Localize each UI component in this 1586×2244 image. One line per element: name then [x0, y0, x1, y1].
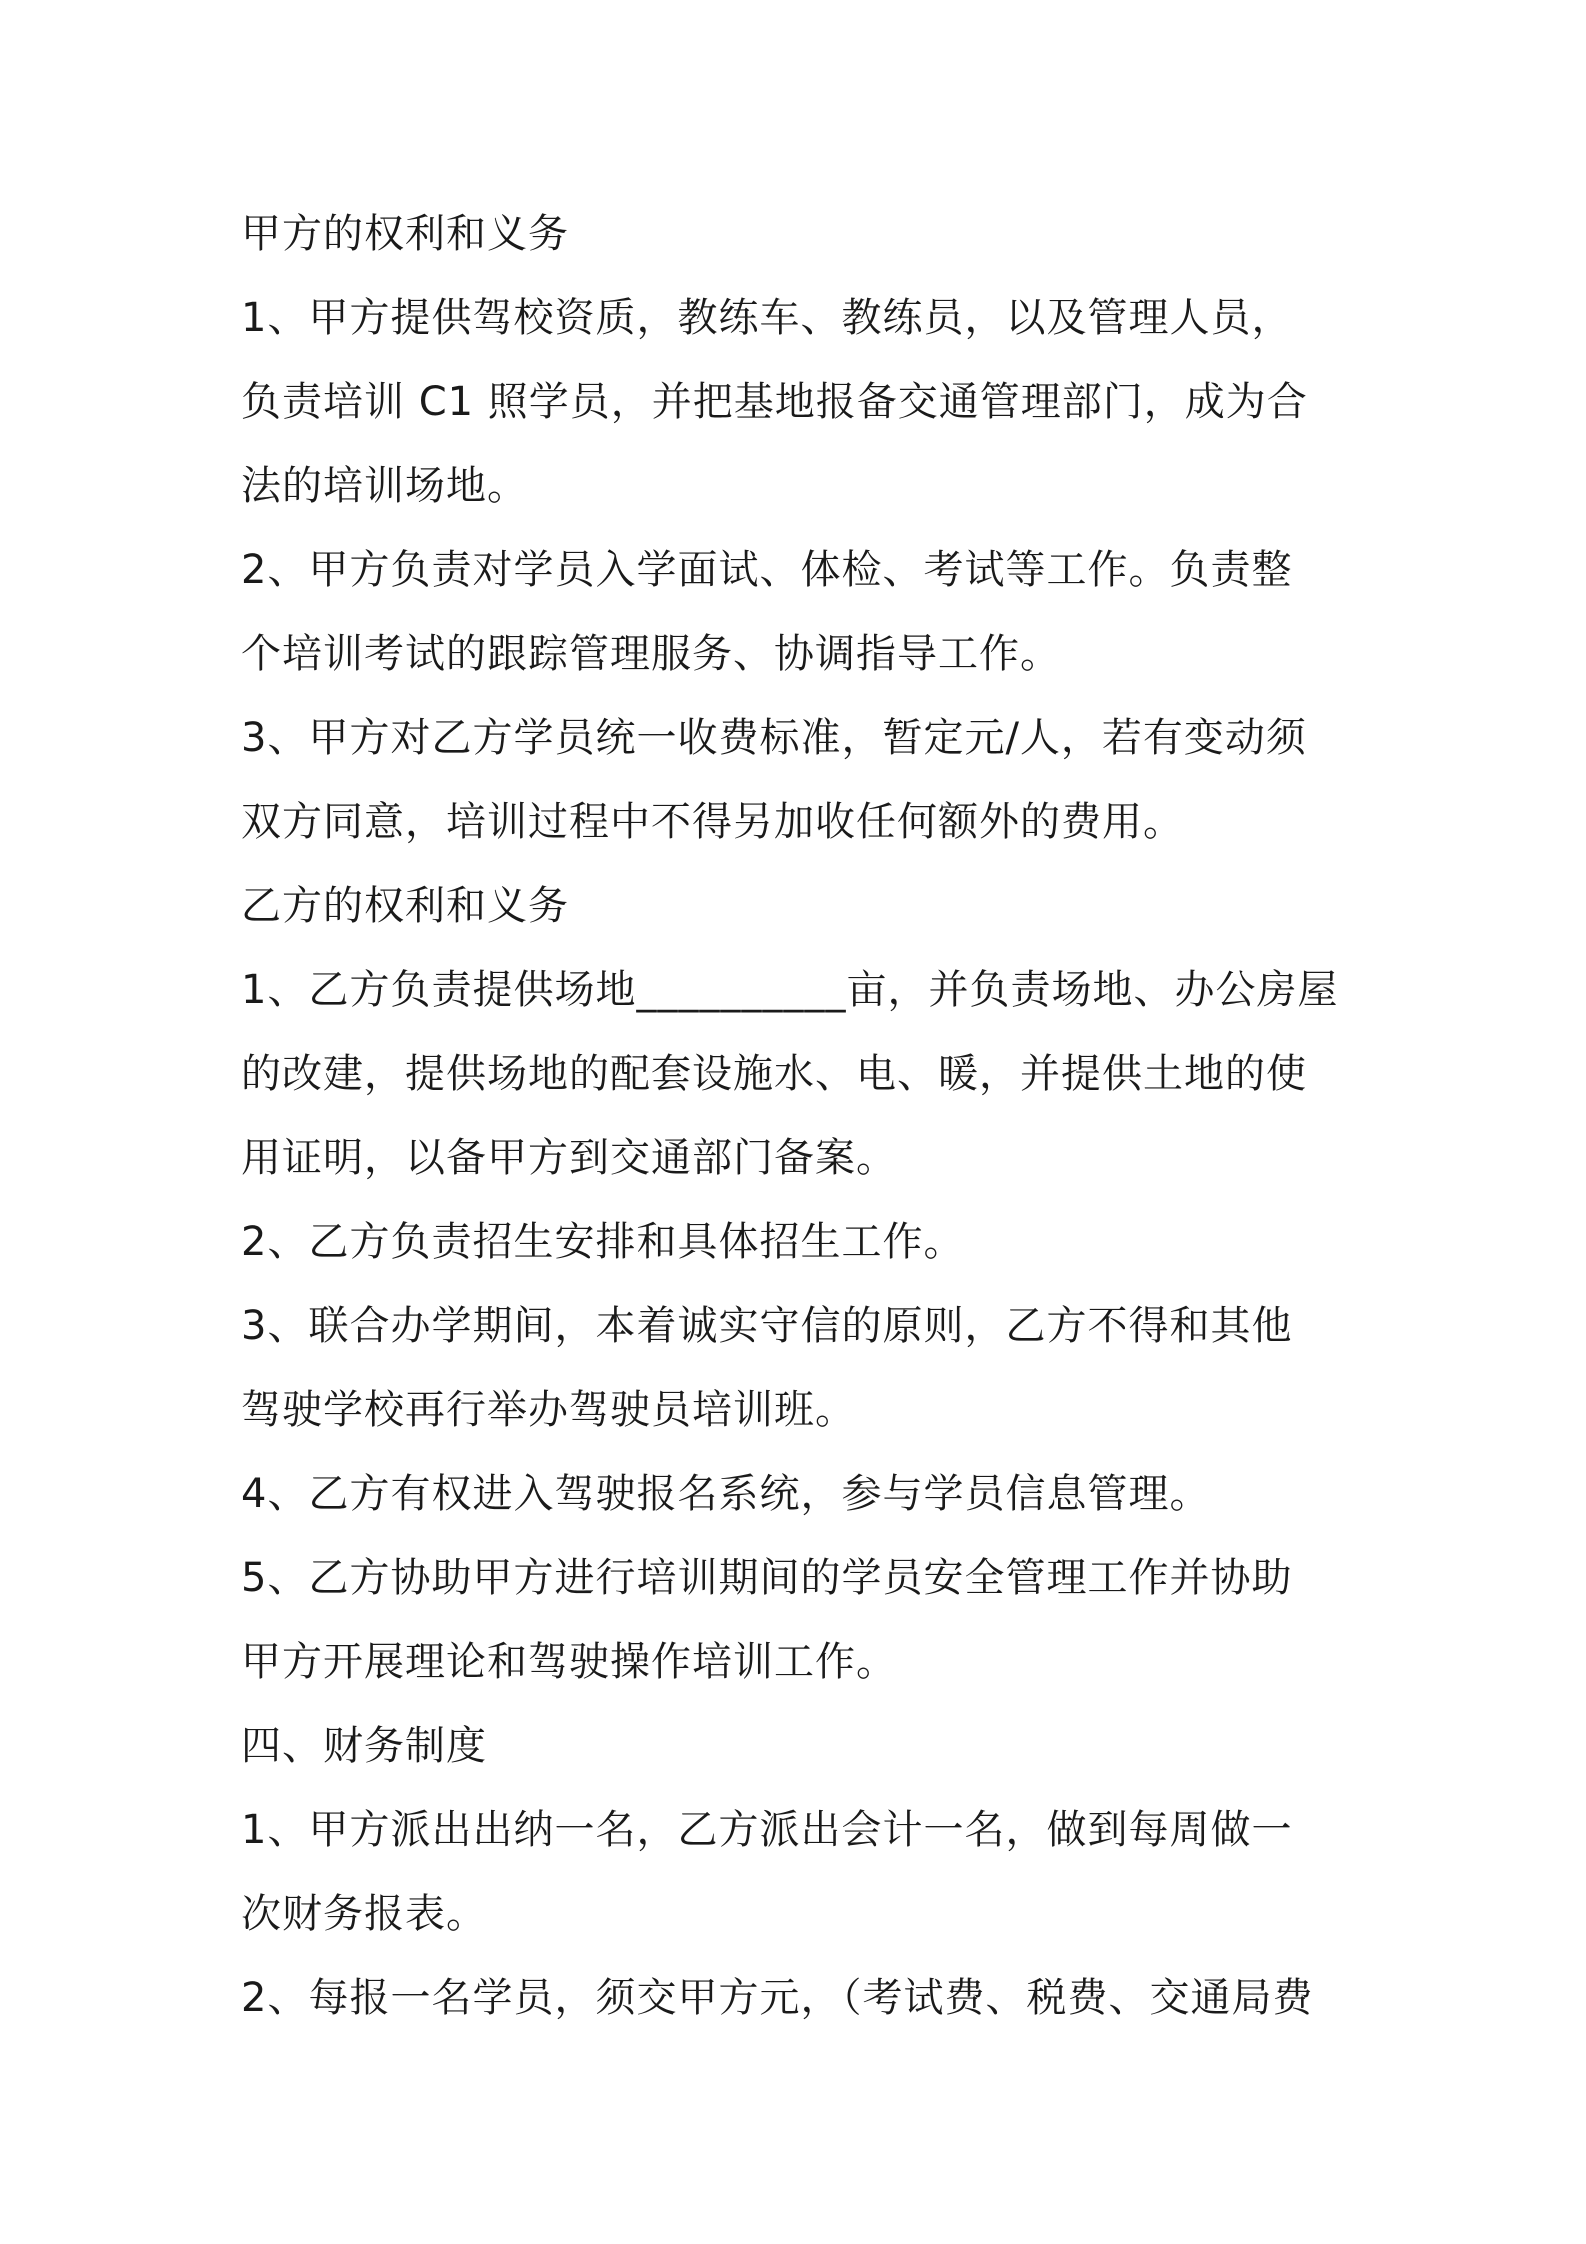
paragraph-line: 5、乙方协助甲方进行培训期间的学员安全管理工作并协助 [241, 1555, 1293, 1601]
paragraph-line: 1、甲方派出出纳一名，乙方派出会计一名，做到每周做一 [241, 1807, 1293, 1853]
paragraph-line: 1、甲方提供驾校资质，教练车、教练员，以及管理人员， [241, 295, 1293, 341]
paragraph-line: 驾驶学校再行举办驾驶员培训班。 [241, 1387, 856, 1433]
paragraph-line: 法的培训场地。 [241, 463, 528, 509]
document-body [241, 192, 1361, 2040]
paragraph-line: 个培训考试的跟踪管理服务、协调指导工作。 [241, 631, 1061, 677]
paragraph-line: 3、联合办学期间，本着诚实守信的原则，乙方不得和其他 [241, 1303, 1293, 1349]
paragraph-line: 用证明，以备甲方到交通部门备案。 [241, 1135, 897, 1181]
paragraph-line: 甲方开展理论和驾驶操作培训工作。 [241, 1639, 897, 1685]
paragraph-line: 次财务报表。 [241, 1891, 487, 1937]
paragraph-line: 2、乙方负责招生安排和具体招生工作。 [241, 1219, 965, 1265]
paragraph-line: 2、每报一名学员，须交甲方元，（考试费、税费、交通局费 [241, 1975, 1314, 2021]
paragraph-line: 3、甲方对乙方学员统一收费标准，暂定元/人，若有变动须 [241, 715, 1307, 761]
paragraph-line: 4、乙方有权进入驾驶报名系统，参与学员信息管理。 [241, 1471, 1211, 1517]
paragraph-line: 负责培训 C1 照学员，并把基地报备交通管理部门，成为合 [241, 379, 1308, 425]
paragraph-line: 的改建，提供场地的配套设施水、电、暖，并提供土地的使 [241, 1051, 1307, 1097]
paragraph-line: 1、乙方负责提供场地__________亩，并负责场地、办公房屋 [241, 967, 1339, 1013]
section-heading-party-b: 乙方的权利和义务 [241, 883, 569, 929]
paragraph-line: 2、甲方负责对学员入学面试、体检、考试等工作。负责整 [241, 547, 1293, 593]
paragraph-line: 双方同意，培训过程中不得另加收任何额外的费用。 [241, 799, 1184, 845]
section-heading-party-a: 甲方的权利和义务 [241, 211, 569, 257]
section-heading-finance: 四、财务制度 [241, 1723, 487, 1769]
